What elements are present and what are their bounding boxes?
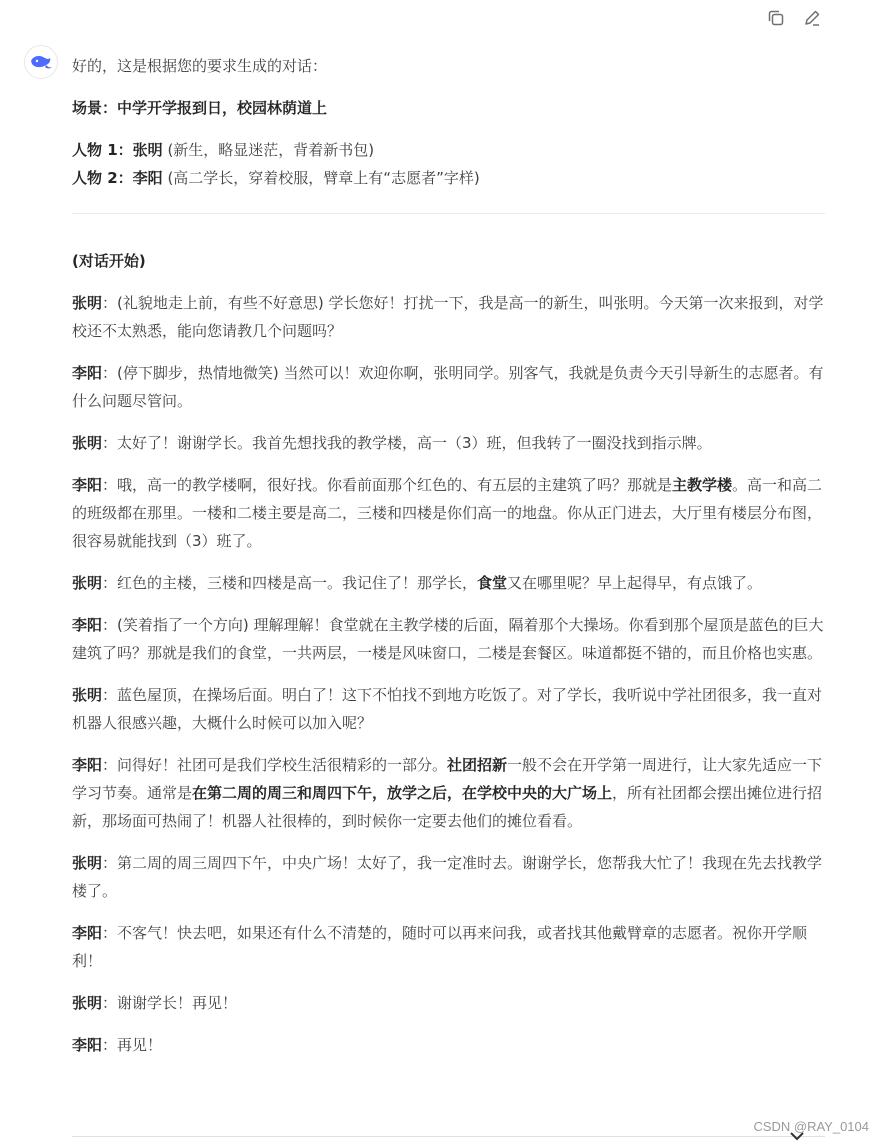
speaker-name: 李阳 [72, 924, 103, 942]
copy-button[interactable] [764, 6, 788, 30]
emphasis-text: 社团招新 [447, 756, 508, 774]
scene-heading: 场景：中学开学报到日，校园林荫道上 [72, 99, 328, 117]
speaker-name: 张明 [72, 686, 103, 704]
dialogue-lines [72, 289, 825, 1059]
message-toolbar [764, 6, 824, 30]
character-line [72, 136, 825, 164]
dialogue-text: ：(笑着指了一个方向) 理解理解！食堂就在主教学楼的后面，隔着那个大操场。你看到那个屋顶是蓝色的巨大建筑了吗？那就是我们的食堂，一共两层，一楼是风味窗口，二楼是套餐区。味道都挺不错的，而且价格也实惠。 [72, 616, 824, 662]
character-description: (高二学长，穿着校服，臂章上有“志愿者”字样) [162, 169, 480, 187]
speaker-name: 李阳 [72, 476, 103, 494]
speaker-name: 张明 [72, 854, 103, 872]
assistant-avatar [24, 45, 58, 79]
dialogue-line [72, 611, 825, 667]
message-intro: 好的，这是根据您的要求生成的对话： [72, 57, 328, 75]
dialogue-line [72, 359, 825, 415]
dialogue-text: ：再见！ [102, 1036, 163, 1054]
whale-logo-icon [29, 52, 53, 72]
speaker-name: 张明 [72, 434, 103, 452]
speaker-name: 李阳 [72, 616, 103, 634]
speaker-name: 李阳 [72, 364, 103, 382]
speaker-name: 张明 [72, 994, 103, 1012]
character-label: 人物 2：李阳 [72, 169, 163, 187]
emphasis-text: 食堂 [477, 574, 508, 592]
dialogue-line [72, 989, 825, 1017]
dialogue-text: ：哦，高一的教学楼啊，很好找。你看前面那个红色的、有五层的主建筑了吗？那就是 [102, 476, 673, 494]
dialogue-line [72, 1031, 825, 1059]
speaker-name: 李阳 [72, 1036, 103, 1054]
dialogue-text: 又在哪里呢？早上起得早，有点饿了。 [507, 574, 763, 592]
dialogue-text: 一般不会在开学第一周进行，让大家先适应一下学习节奏。通常是 [72, 756, 823, 802]
emphasis-text: 在第二周的周三和周四下午，放学之后，在学校中央的大广场上 [192, 784, 613, 802]
copy-icon [766, 8, 786, 28]
dialogue-text: 。高一和高二的班级都在那里。一楼和二楼主要是高二，三楼和四楼是你们高一的地盘。你从正门进去，大厅里有楼层分布图，很容易就能找到（3）班了。 [72, 476, 823, 550]
dialogue-text: ，所有社团都会摆出摊位进行招新，那场面可热闹了！机器人社很棒的，到时候你一定要去他们的摊位看看。 [72, 784, 823, 830]
dialogue-text: ：问得好！社团可是我们学校生活很精彩的一部分。 [102, 756, 448, 774]
assistant-message [72, 52, 825, 1073]
edit-button[interactable] [800, 6, 824, 30]
dialogue-line [72, 569, 825, 597]
dialogue-line [72, 849, 825, 905]
dialogue-text: ：谢谢学长！再见！ [102, 994, 238, 1012]
character-list [72, 136, 825, 192]
dialogue-line [72, 751, 825, 835]
dialogue-line [72, 471, 825, 555]
speaker-name: 李阳 [72, 756, 103, 774]
character-line [72, 164, 825, 192]
speaker-name: 张明 [72, 574, 103, 592]
dialogue-text: ：(停下脚步，热情地微笑) 当然可以！欢迎你啊，张明同学。别客气，我就是负责今天引导新生的志愿者。有什么问题尽管问。 [72, 364, 824, 410]
dialogue-start-label: (对话开始) [72, 252, 146, 270]
section-divider [72, 213, 825, 214]
speaker-name: 张明 [72, 294, 103, 312]
character-label: 人物 1：张明 [72, 141, 163, 159]
dialogue-text: ：第二周的周三周四下午，中央广场！太好了，我一定准时去。谢谢学长，您帮我大忙了！我现在先去找教学楼了。 [72, 854, 823, 900]
dialogue-text: ：红色的主楼，三楼和四楼是高一。我记住了！那学长， [102, 574, 478, 592]
csdn-watermark: CSDN @RAY_0104 [753, 1119, 869, 1134]
character-description: (新生，略显迷茫，背着新书包) [162, 141, 375, 159]
dialogue-line [72, 289, 825, 345]
dialogue-text: ：蓝色屋顶，在操场后面。明白了！这下不怕找不到地方吃饭了。对了学长，我听说中学社团很多，我一直对机器人很感兴趣，大概什么时候可以加入呢？ [72, 686, 823, 732]
dialogue-text: ：(礼貌地走上前，有些不好意思) 学长您好！打扰一下，我是高一的新生，叫张明。今天第一次来报到，对学校还不太熟悉，能向您请教几个问题吗？ [72, 294, 824, 340]
dialogue-text: ：不客气！快去吧，如果还有什么不清楚的，随时可以再来问我，或者找其他戴臂章的志愿者。祝你开学顺利！ [72, 924, 808, 970]
dialogue-line [72, 919, 825, 975]
dialogue-line [72, 681, 825, 737]
dialogue-line [72, 429, 825, 457]
edit-icon [802, 8, 822, 28]
dialogue-text: ：太好了！谢谢学长。我首先想找我的教学楼，高一（3）班，但我转了一圈没找到指示牌。 [102, 434, 712, 452]
emphasis-text: 主教学楼 [672, 476, 733, 494]
bottom-divider [72, 1136, 825, 1137]
